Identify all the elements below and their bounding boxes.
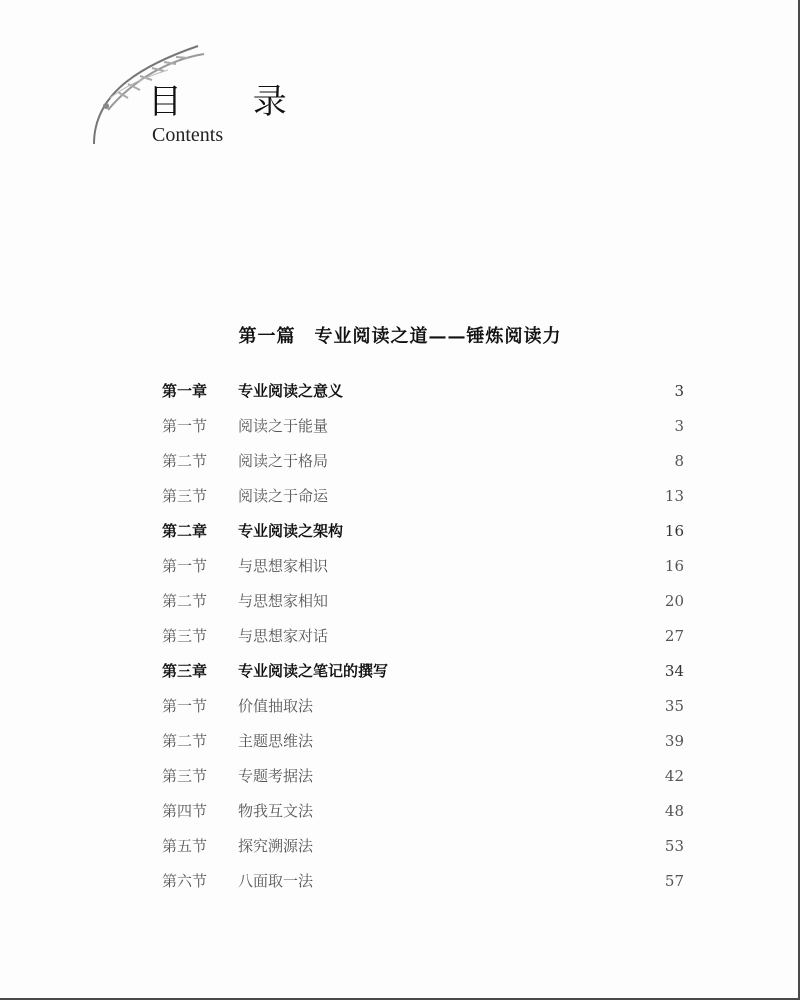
toc-section-entry[interactable] (162, 828, 684, 863)
toc-entry-page-number: 16 (664, 521, 684, 540)
toc-chapter-entry[interactable] (162, 513, 684, 548)
toc-section-entry[interactable] (162, 408, 684, 443)
toc-chapter-entry[interactable] (162, 373, 684, 408)
toc-entry-page-number: 20 (664, 591, 684, 610)
toc-entry-title: 专业阅读之架构 (238, 522, 344, 540)
toc-entry-number: 第一节 (162, 557, 208, 575)
toc-entry-page-number: 35 (664, 696, 684, 715)
toc-entry-title: 与思想家对话 (238, 627, 329, 645)
table-of-contents (162, 373, 684, 898)
toc-section-entry[interactable] (162, 793, 684, 828)
toc-entry-page-number: 16 (664, 556, 684, 575)
toc-entry-number: 第三节 (162, 767, 208, 785)
toc-entry-title: 专题考据法 (238, 767, 314, 785)
toc-section-entry[interactable] (162, 723, 684, 758)
toc-entry-page-number: 42 (664, 766, 684, 785)
toc-entry-number: 第一章 (162, 382, 208, 400)
toc-entry-page-number: 8 (674, 451, 684, 470)
toc-chapter-entry[interactable] (162, 653, 684, 688)
toc-entry-page-number: 34 (664, 661, 684, 680)
toc-entry-number: 第三章 (162, 662, 208, 680)
toc-section-entry[interactable] (162, 443, 684, 478)
toc-section-entry[interactable] (162, 618, 684, 653)
toc-section-entry[interactable] (162, 583, 684, 618)
toc-entry-number: 第三节 (162, 487, 208, 505)
toc-section-entry[interactable] (162, 548, 684, 583)
toc-entry-number: 第二章 (162, 522, 208, 540)
toc-entry-number: 第一节 (162, 697, 208, 715)
toc-entry-number: 第五节 (162, 837, 208, 855)
toc-entry-title: 阅读之于格局 (238, 452, 329, 470)
toc-entry-title: 八面取一法 (238, 872, 314, 890)
toc-entry-title: 与思想家相识 (238, 557, 329, 575)
toc-entry-page-number: 3 (674, 416, 684, 435)
toc-entry-number: 第二节 (162, 452, 208, 470)
toc-entry-title: 与思想家相知 (238, 592, 329, 610)
toc-entry-page-number: 39 (664, 731, 684, 750)
toc-entry-page-number: 27 (664, 626, 684, 645)
toc-entry-page-number: 57 (664, 871, 684, 890)
toc-section-entry[interactable] (162, 758, 684, 793)
toc-entry-number: 第四节 (162, 802, 208, 820)
toc-entry-title: 价值抽取法 (238, 697, 314, 715)
toc-entry-number: 第六节 (162, 872, 208, 890)
toc-entry-title: 阅读之于能量 (238, 417, 329, 435)
toc-entry-number: 第二节 (162, 592, 208, 610)
toc-entry-number: 第三节 (162, 627, 208, 645)
toc-entry-title: 阅读之于命运 (238, 487, 329, 505)
part-heading: 第一篇 专业阅读之道——锤炼阅读力 (238, 326, 562, 347)
toc-entry-title: 专业阅读之笔记的撰写 (238, 662, 389, 680)
toc-section-entry[interactable] (162, 863, 684, 898)
toc-entry-title: 专业阅读之意义 (238, 382, 344, 400)
toc-entry-page-number: 13 (664, 486, 684, 505)
toc-entry-page-number: 3 (674, 381, 684, 400)
toc-section-entry[interactable] (162, 478, 684, 513)
toc-section-entry[interactable] (162, 688, 684, 723)
toc-entry-title: 探究溯源法 (238, 837, 314, 855)
toc-entry-title: 物我互文法 (238, 802, 314, 820)
toc-entry-number: 第一节 (162, 417, 208, 435)
page-subtitle: Contents (152, 124, 224, 146)
toc-entry-page-number: 53 (664, 836, 684, 855)
toc-entry-page-number: 48 (664, 801, 684, 820)
toc-entry-number: 第二节 (162, 732, 208, 750)
page-title: 目 录 (148, 82, 317, 122)
toc-entry-title: 主题思维法 (238, 732, 314, 750)
